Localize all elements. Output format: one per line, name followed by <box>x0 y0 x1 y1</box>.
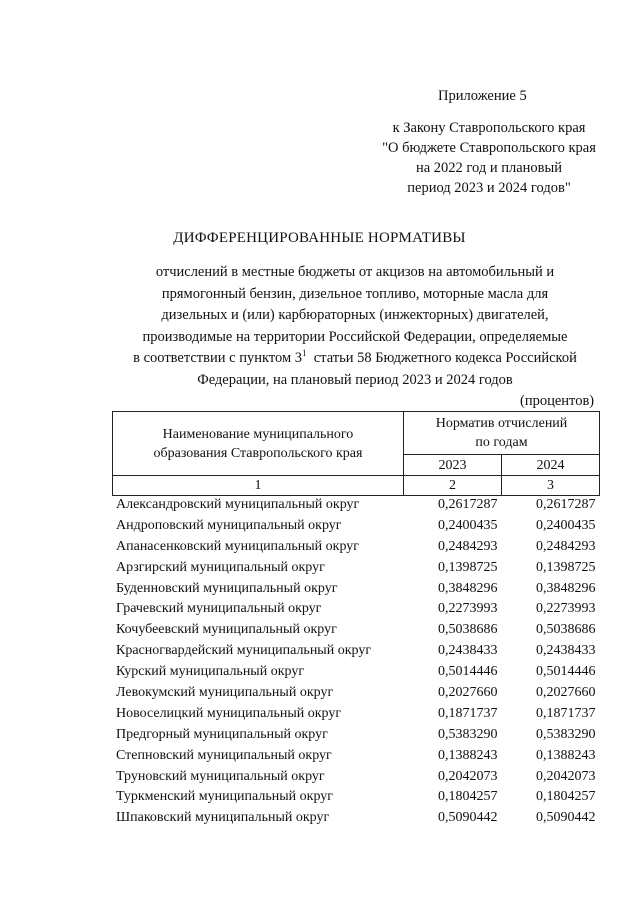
table-row <box>116 748 600 769</box>
law-line: период 2023 и 2024 годов" <box>407 180 571 196</box>
document-title: ДИФФЕРЕНЦИРОВАННЫЕ НОРМАТИВЫ <box>173 230 466 246</box>
table-row <box>116 706 600 727</box>
table-row <box>116 497 600 518</box>
table-row <box>116 643 600 664</box>
value-2024: 0,2400435 <box>536 517 596 533</box>
value-2024: 0,2617287 <box>536 497 596 512</box>
municipality-name: Левокумский муниципальный округ <box>116 685 334 701</box>
table-row <box>116 769 600 790</box>
value-2023: 0,2438433 <box>438 643 498 659</box>
value-2024: 0,2273993 <box>536 601 596 617</box>
appendix-label: Приложение 5 <box>438 88 527 104</box>
value-2023: 0,2042073 <box>438 768 498 784</box>
municipality-name: Туркменский муниципальный округ <box>116 789 333 805</box>
subtitle-line: отчислений в местные бюджеты от акцизов на автомобильный и <box>155 264 555 280</box>
column-header-name <box>113 412 404 476</box>
value-2024: 0,5038686 <box>536 622 596 638</box>
value-2023: 0,5090442 <box>438 810 498 826</box>
column-header-norm <box>404 412 600 455</box>
value-2023: 0,2617287 <box>438 497 498 512</box>
superscript: 1 <box>302 348 307 359</box>
table-header <box>112 411 600 496</box>
table-body <box>116 497 600 831</box>
value-2023: 0,5038686 <box>438 622 498 638</box>
value-2023: 0,5383290 <box>438 726 498 742</box>
value-2024: 0,5383290 <box>536 726 596 742</box>
law-reference <box>358 118 620 198</box>
table-row <box>116 601 600 622</box>
value-2024: 0,2438433 <box>536 643 596 659</box>
document-subtitle <box>100 262 610 391</box>
units-label: (процентов) <box>520 393 595 409</box>
value-2024: 0,5090442 <box>536 810 596 826</box>
value-2024: 0,1871737 <box>536 705 596 721</box>
value-2024: 0,3848296 <box>536 580 596 596</box>
subtitle-text: статьи 58 Бюджетного кодекса Российской <box>306 350 577 366</box>
value-2023: 0,1388243 <box>438 747 498 763</box>
subtitle-line: прямогонный бензин, дизельное топливо, моторные масла для <box>161 285 549 302</box>
municipality-name: Степновский муниципальный округ <box>116 747 332 763</box>
header-text: Наименование муниципального <box>162 426 354 442</box>
subtitle-line: производимые на территории Российской Федерации, определяемые <box>142 328 568 345</box>
municipality-name: Предгорный муниципальный округ <box>116 726 328 742</box>
value-2024: 0,5014446 <box>536 664 596 680</box>
value-2023: 0,1871737 <box>438 705 498 721</box>
municipality-name: Кочубеевский муниципальный округ <box>116 622 337 638</box>
value-2023: 0,2400435 <box>438 517 498 533</box>
value-2024: 0,2042073 <box>536 768 596 784</box>
value-2024: 0,1398725 <box>536 559 596 575</box>
value-2024: 0,2484293 <box>536 538 596 554</box>
table-row <box>116 560 600 581</box>
value-2023: 0,2484293 <box>438 538 498 554</box>
table-row <box>116 727 600 748</box>
municipality-name: Апанасенковский муниципальный округ <box>116 538 360 554</box>
law-line: к Закону Ставропольского края <box>392 120 586 136</box>
subtitle-line: дизельных и (или) карбюраторных (инжекторных) двигателей, <box>161 307 549 323</box>
municipality-name: Александровский муниципальный округ <box>116 497 360 512</box>
column-number: 2 <box>404 476 502 496</box>
law-line: "О бюджете Ставропольского края <box>382 140 596 156</box>
municipality-name: Арзгирский муниципальный округ <box>116 559 325 575</box>
table-row <box>116 518 600 539</box>
value-2024: 0,2027660 <box>536 685 596 701</box>
municipality-name: Грачевский муниципальный округ <box>116 601 322 617</box>
table-row <box>116 622 600 643</box>
value-2023: 0,1398725 <box>438 559 498 575</box>
municipality-name: Буденновский муниципальный округ <box>116 580 338 596</box>
column-number: 3 <box>502 476 600 496</box>
header-text: Норматив отчислений <box>435 416 568 431</box>
value-2023: 0,2027660 <box>438 685 498 701</box>
municipality-name: Андроповский муниципальный округ <box>116 517 342 533</box>
table-row <box>116 539 600 560</box>
law-line: на 2022 год и плановый <box>415 160 563 176</box>
value-2024: 0,1804257 <box>536 789 596 805</box>
table-row <box>116 789 600 810</box>
subtitle-line <box>100 348 610 370</box>
table-row <box>116 685 600 706</box>
table-row <box>116 581 600 602</box>
subtitle-text: в соответствии с пунктом 3 <box>133 350 302 366</box>
municipality-name: Шпаковский муниципальный округ <box>116 810 330 826</box>
value-2023: 0,1804257 <box>438 789 498 805</box>
column-number: 1 <box>113 476 404 496</box>
table-row <box>116 664 600 685</box>
value-2024: 0,1388243 <box>536 747 596 763</box>
table-row <box>116 810 600 831</box>
subtitle-line: Федерации, на плановый период 2023 и 2024 годов <box>197 371 513 388</box>
value-2023: 0,2273993 <box>438 601 498 617</box>
municipality-name: Новоселицкий муниципальный округ <box>116 705 342 721</box>
municipality-name: Курский муниципальный округ <box>116 664 305 680</box>
header-text: образования Ставропольского края <box>153 445 363 461</box>
value-2023: 0,3848296 <box>438 580 498 596</box>
municipality-name: Красногвардейский муниципальный округ <box>116 643 372 659</box>
header-text: по годам <box>475 435 528 450</box>
municipality-name: Труновский муниципальный округ <box>116 768 325 784</box>
value-2023: 0,5014446 <box>438 664 498 680</box>
column-header-year: 2023 <box>404 455 502 476</box>
column-header-year: 2024 <box>502 455 600 476</box>
